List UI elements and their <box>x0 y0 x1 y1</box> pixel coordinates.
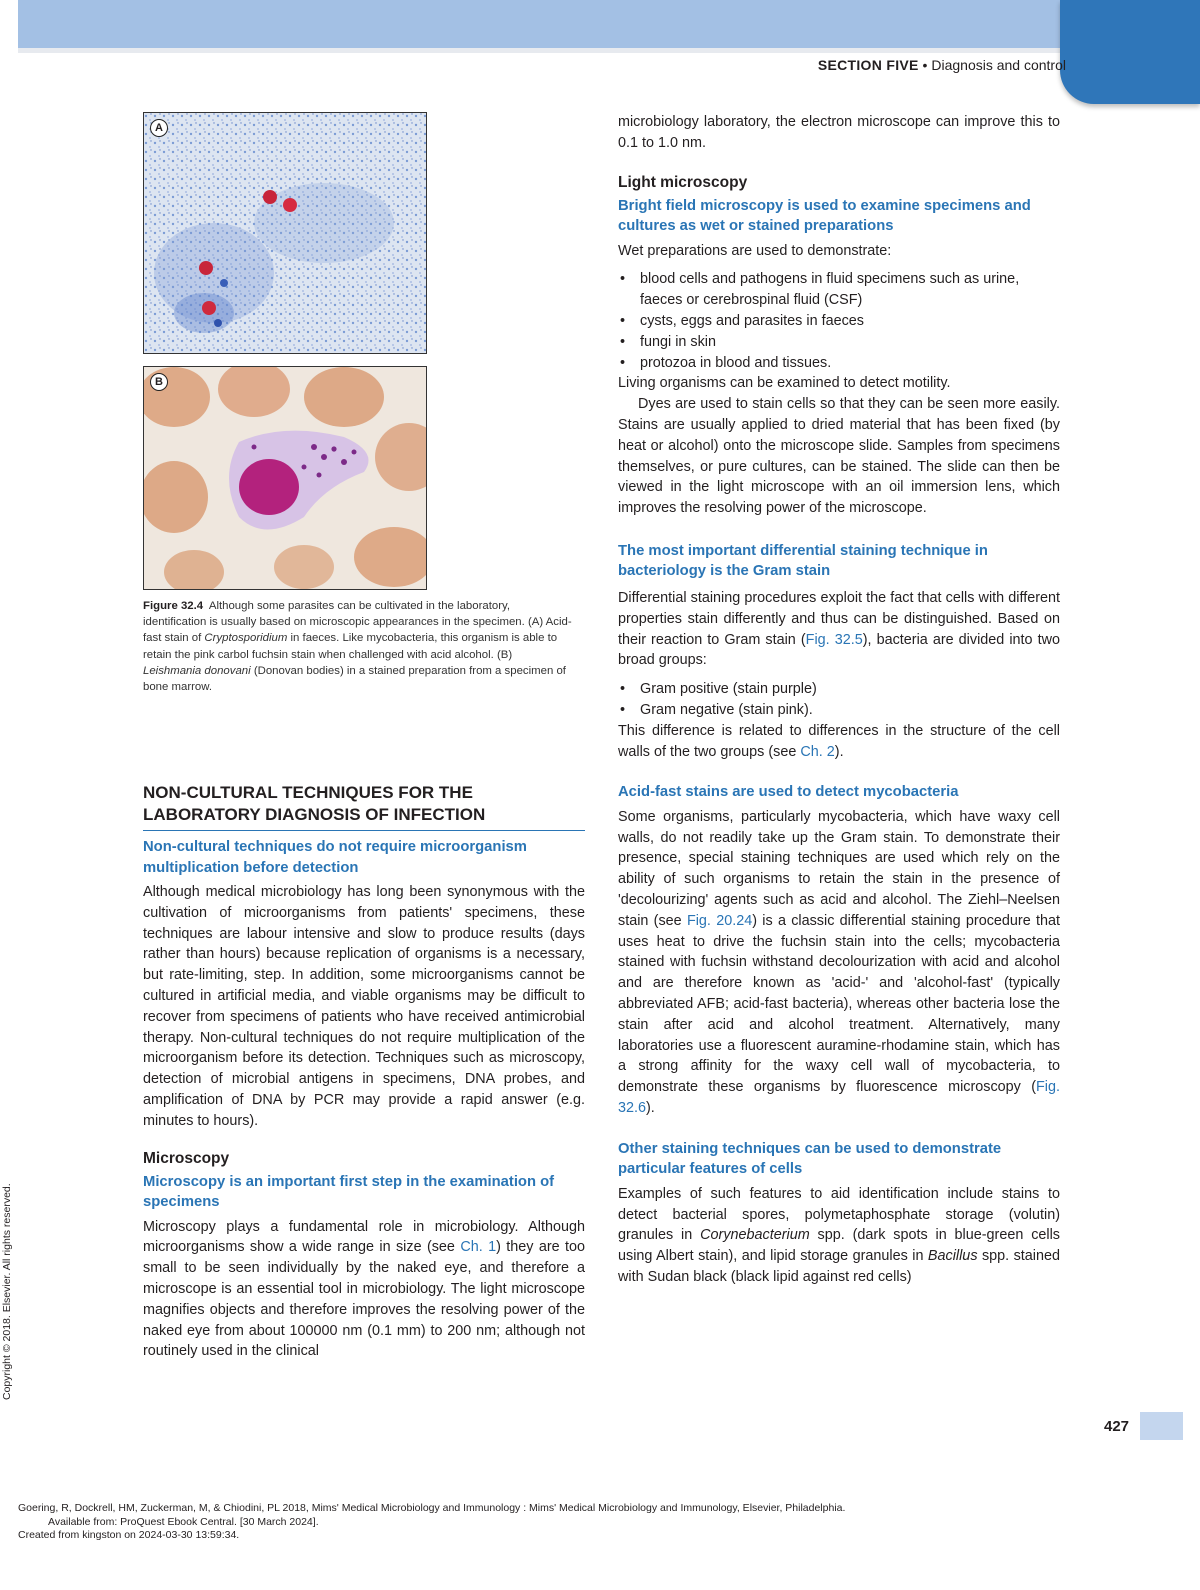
section-label: SECTION FIVE <box>817 57 919 73</box>
text-run: Differential staining procedures exploit the fact that cells with different properties stain differently and thus can be distinguished. Based on their reaction to Gram stain ( <box>618 589 1060 648</box>
header-bar-shadow <box>18 48 1080 53</box>
fig-32-6-link[interactable]: Fig. 32.6 <box>618 1079 1060 1116</box>
footer-line: Available from: ProQuest Ebook Central. [30 March 2024]. <box>48 1515 319 1528</box>
list-item: • Gram negative (stain pink). <box>618 700 1060 721</box>
paragraph-electron: microbiology laboratory, the electron microscope can improve this to 0.1 to 1.0 nm. <box>618 114 1060 151</box>
list-item: • Gram positive (stain purple) <box>618 679 1060 700</box>
text-run: ) is a classic differential staining procedure that uses heat to drive the fuchsin stain into the cells; mycobacteria stained with fuchsin withstand decolourization with acid and alcohol and are therefore known as 'acid-' and 'alcohol-fast' (typically abbreviated AFB; acid-fast bacteria), whereas other bacteria lose the stain after acid and alcohol treatment. Alternatively, many laboratories use a fluorescent auramine-rhodamine stain, which has a strong affinity for the waxy cell wall of mycobacteria, to demonstrate these organisms by fluorescence microscopy ( <box>618 912 1061 1096</box>
text-run: ). <box>646 1099 655 1116</box>
paragraph-differential <box>618 588 1060 671</box>
text-run: Some organisms, particularly mycobacteria, which have waxy cell walls, do not readily take up the Gram stain. To demonstrate their presence, special staining techniques are used which rely on the ability of such organisms to retain the stain in the presence of 'decolourizing' agents such as acid and alcohol. The Ziehl–Neelsen stain (see <box>618 808 1060 929</box>
citation-footer <box>18 1502 845 1543</box>
subheading-microscopy: Microscopy is an important first step in the examination of specimens <box>143 1173 555 1211</box>
caption-italic: Leishmania donovani <box>143 664 251 677</box>
list-item: • fungi in skin <box>618 332 1060 353</box>
footer-line: Goering, R, Dockrell, HM, Zuckerman, M, & Chiodini, PL 2018, Mims' Medical Microbiology and Immunology : Mims' Medical Microbiology and Immunology, Elsevier, Philadelphia. <box>18 1502 846 1514</box>
figure-panel-a <box>143 112 427 354</box>
section-title: Diagnosis and control <box>931 57 1066 73</box>
text-run: ). <box>834 743 844 760</box>
paragraph-microscopy <box>143 1217 585 1363</box>
caption-text: Although some parasites can be cultivated in the laboratory, identification is usually based on microscopic appearances in the specimen. (A) Acid-fast stain of <box>143 600 572 645</box>
paragraph-noncultural: Although medical microbiology has long been synonymous with the cultivation of microorganisms from patients' specimens, these techniques are labour intensive and slow to produce results (days rather than hours) because replication of organisms is a necessary, but rate-limiting, step. In addition, some microorganisms cannot be cultured in artificial media, and viable organisms may be difficult to recover from specimens of patients who have received antimicrobial therapy. Non-cultural techniques do not require multiplication of the microorganism before its detection. Techniques such as microscopy, detection of microbial antigens in specimens, DNA probes, and amplification of DNA by PCR may provide a rapid answer (e.g. minutes to hours). <box>143 884 585 1129</box>
italic-genus: Corynebacterium <box>700 1227 810 1244</box>
text-run: Examples of such features to aid identification include stains to detect bacterial spores, polymetaphosphate storage (volutin) granules in <box>618 1185 1060 1244</box>
text-run: spp. (dark spots in blue-green cells using Albert stain), and lipid storage granules in <box>618 1227 1061 1265</box>
list-item: • cysts, eggs and parasites in faeces <box>618 311 1060 332</box>
page-number: 427 <box>1104 1418 1130 1435</box>
subheading-acid-fast: Acid-fast stains are used to detect mycobacteria <box>618 784 959 801</box>
caption-text: (Donovan bodies) in a stained preparation from a specimen of bone marrow. <box>143 664 566 694</box>
heading-light-microscopy: Light microscopy <box>618 173 748 191</box>
right-column <box>618 112 1060 1288</box>
header-bar <box>18 0 1080 48</box>
chapter-2-link[interactable]: Ch. 2 <box>800 743 835 760</box>
figure-panel-b <box>143 366 427 590</box>
subheading-noncultural: Non-cultural techniques do not require microorganism multiplication before detection <box>143 839 527 876</box>
leishmania-micrograph <box>144 367 426 589</box>
paragraph-other-stains <box>618 1184 1060 1288</box>
text-run: ) they are too small to be seen individually by the naked eye, and therefore a microscope is an essential tool in microbiology. The light microscope magnifies objects and therefore improves the resolving power of the naked eye from about 100000 nm (0.1 mm) to 200 nm; although not routinely used in the clinical <box>143 1239 586 1360</box>
paragraph-dyes: Dyes are used to stain cells so that they can be seen more easily. Stains are usually applied to dried material that has been fixed (by heat or alcohol) onto the microscope slide. Samples from specimens themselves, or pure cultures, can be stained. The slide can then be viewed in the light microscope with an oil immersion lens, which improves the resolving power of the microscope. <box>618 396 1060 517</box>
cryptosporidium-micrograph <box>144 113 426 353</box>
page-number-tab <box>1140 1412 1183 1440</box>
section-separator: • <box>918 57 932 73</box>
text-run: This difference is related to differences in the structure of the cell walls of the two groups (see <box>618 722 1060 760</box>
text-run: ), bacteria are divided into two broad groups: <box>618 631 1060 669</box>
wet-prep-list <box>618 269 1060 373</box>
caption-italic: Cryptosporidium <box>204 632 288 645</box>
left-column <box>143 782 585 1362</box>
wet-prep-intro: Wet preparations are used to demonstrate: <box>618 242 892 259</box>
section-corner-tab <box>1060 0 1200 104</box>
subheading-gram-stain: The most important differential staining technique in bacteriology is the Gram stain <box>618 542 988 580</box>
heading-microscopy: Microscopy <box>143 1149 230 1167</box>
footer-line: Created from kingston on 2024-03-30 13:59:34. <box>18 1529 240 1541</box>
italic-genus: Bacillus <box>927 1248 978 1265</box>
paragraph-gram-difference <box>618 721 1060 763</box>
figure-number: Figure 32.4 <box>143 600 204 612</box>
caption-text: in faeces. Like mycobacteria, this organism is able to retain the pink carbol fuchsin stain when challenged with acid alcohol. (B) <box>143 632 558 661</box>
list-item: • protozoa in blood and tissues. <box>618 353 1060 374</box>
motility-text: Living organisms can be examined to detect motility. <box>618 375 951 392</box>
text-run: spp. stained with Sudan black (black lipid against red cells) <box>618 1248 1060 1285</box>
chapter-1-link[interactable]: Ch. 1 <box>460 1239 497 1256</box>
gram-list <box>618 679 1060 721</box>
main-heading: NON-CULTURAL TECHNIQUES FOR THE LABORATORY DIAGNOSIS OF INFECTION <box>143 782 585 831</box>
fig-20-24-link[interactable]: Fig. 20.24 <box>686 912 753 929</box>
subheading-bright-field: Bright field microscopy is used to examine specimens and cultures as wet or stained preparations <box>618 197 1031 235</box>
panel-b-label: B <box>150 373 168 391</box>
list-item: • blood cells and pathogens in fluid specimens such as urine, faeces or cerebrospinal fluid (CSF) <box>618 269 1060 311</box>
figure-caption <box>143 598 573 695</box>
panel-a-label: A <box>150 119 168 137</box>
copyright-notice: Copyright © 2018. Elsevier. All rights reserved. <box>1 1183 13 1400</box>
fig-32-5-link[interactable]: Fig. 32.5 <box>805 631 863 648</box>
subheading-other-stains: Other staining techniques can be used to demonstrate particular features of cells <box>618 1140 1002 1178</box>
paragraph-acid-fast <box>618 807 1060 1119</box>
section-header <box>818 57 1066 73</box>
text-run: Microscopy plays a fundamental role in microbiology. Although microorganisms show a wide range in size (see <box>143 1218 585 1256</box>
